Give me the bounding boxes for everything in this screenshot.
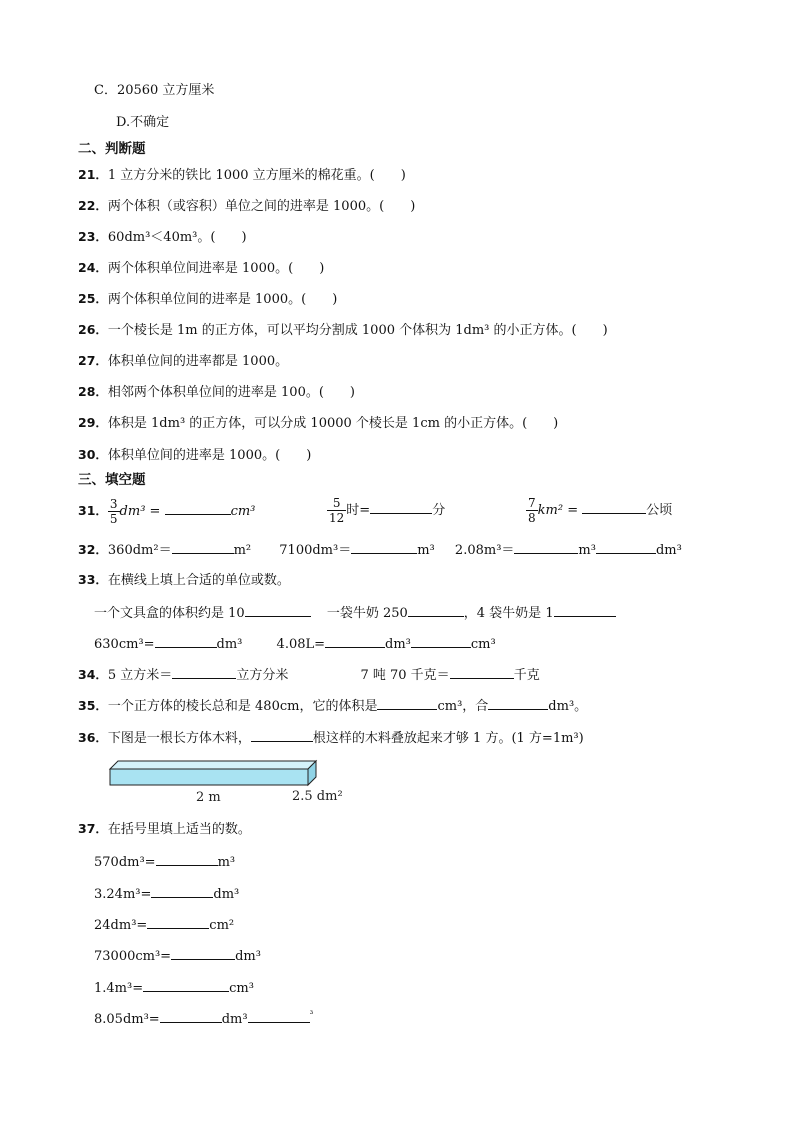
question-number: 21． [78,167,108,182]
answer-blank[interactable] [245,603,311,617]
question-text: 体积单位间的进率是 1000。( ) [107,448,312,463]
answer-blank[interactable] [156,852,218,866]
question-text: 5 立方米＝ [107,668,173,683]
unit-text: ³ [309,1010,314,1020]
question-number: 33． [78,572,108,587]
question-text: 下图是一根长方体木料， [107,731,251,746]
judge-question-21 [78,166,406,185]
question-text: 一个文具盒的体积约是 10 [94,606,245,621]
unit-text: dm³ [235,949,261,964]
answer-blank[interactable] [596,540,656,554]
unit-text: m³ [417,543,435,558]
question-text: 8.05dm³= [94,1012,160,1027]
question-text: 73000cm³= [94,949,172,964]
question-text: 一个棱长是 1m 的正方体，可以平均分割成 1000 个体积为 1dm³ 的小正方体。( ) [107,323,608,338]
question-number: 37． [78,821,108,836]
beam-top-face [110,761,316,769]
answer-blank[interactable] [411,634,471,648]
unit-text: 时= [346,503,371,518]
question-text: 630cm³= [94,637,155,652]
question-36 [78,728,584,748]
judge-question-27 [78,352,288,371]
answer-blank[interactable] [408,603,464,617]
answer-blank[interactable] [554,603,616,617]
judge-question-28 [78,383,355,402]
question-text: 两个体积（或容积）单位之间的进率是 1000。( ) [107,199,416,214]
question-37-item [94,915,234,935]
question-number: 27． [78,353,108,368]
unit-text: dm³ [216,637,243,652]
question-text: 体积是 1dm³ 的正方体，可以分成 10000 个棱长是 1cm 的小正方体。( ) [107,416,559,431]
judge-question-25 [78,290,337,309]
judge-question-30 [78,446,311,465]
answer-blank[interactable] [172,540,234,554]
unit-text: cm² [209,918,235,933]
question-35 [78,696,587,716]
question-number: 22． [78,198,108,213]
section-title-judge: 二、判断题 [78,141,146,157]
question-number: 34． [78,667,108,682]
question-37-item [94,884,239,904]
fraction: $\frac{3}{5}$ [109,497,118,526]
unit-text: m³ [217,855,236,870]
section-title-fill: 三、填空题 [78,472,146,488]
question-text: 1.4m³= [94,981,144,996]
answer-blank[interactable] [172,665,236,679]
unit-text: dm³ [221,1012,248,1027]
question-33-line1 [94,603,616,623]
answer-blank[interactable] [143,978,229,992]
question-text: 60dm³＜40m³。( ) [107,230,247,245]
question-number: 29． [78,415,108,430]
judge-question-26 [78,321,608,340]
question-number: 23． [78,229,108,244]
answer-blank[interactable] [171,946,235,960]
beam-length-label: 2 m [196,790,221,805]
question-text: 一个正方体的棱长总和是 480cm，它的体积是 [107,699,378,714]
fraction: $\frac{7}{8}$ [528,496,536,525]
answer-blank[interactable] [160,1009,222,1023]
question-text: 一袋牛奶 250 [326,606,408,621]
question-text: cm³，合 [437,699,489,714]
option-c: C．20560 立方厘米 [94,83,215,98]
question-number: 30． [78,447,108,462]
question-number: 28． [78,384,108,399]
question-37-item-last [94,1009,313,1029]
question-text: 1 立方分米的铁比 1000 立方厘米的棉花重。( ) [107,168,406,183]
fraction: $\frac{5}{12}$ [329,496,345,525]
answer-blank[interactable] [147,915,209,929]
question-number: 35． [78,698,108,713]
judge-question-23 [78,228,247,247]
question-text: 在横线上填上合适的单位或数。 [107,573,290,588]
question-text: 3.24m³= [94,887,152,902]
answer-blank[interactable] [151,884,213,898]
question-34 [78,665,540,685]
option-d: D.不确定 [116,115,170,130]
unit-text: m² [233,543,252,558]
answer-blank[interactable] [248,1009,310,1023]
beam-area-label: 2.5 dm² [292,789,343,804]
question-33-line2 [94,634,496,654]
question-31-part2 [327,496,445,526]
question-37 [78,820,251,839]
unit-text: cm³ [230,504,256,519]
question-text: 两个体积单位间进率是 1000。( ) [107,261,325,276]
question-text: 在括号里填上适当的数。 [107,822,251,837]
question-text: 570dm³= [94,855,156,870]
question-37-item [94,978,254,998]
wooden-beam-figure [104,759,356,807]
question-text: dm³。 [548,699,588,714]
question-32 [78,540,682,560]
answer-blank[interactable] [251,728,313,742]
question-text: 7100dm³＝ [279,543,352,558]
answer-blank[interactable] [325,634,385,648]
question-33 [78,571,290,590]
unit-text: 立方分米 [236,668,289,683]
answer-blank[interactable] [351,540,417,554]
answer-blank[interactable] [377,696,437,710]
judge-question-29 [78,414,558,433]
unit-text: 公顷 [646,503,673,518]
answer-blank[interactable] [450,665,514,679]
answer-blank[interactable] [582,500,646,514]
question-37-item [94,946,261,966]
question-text: 2.08m³＝ [454,543,515,558]
answer-blank[interactable] [165,501,231,515]
question-text: 根这样的木料叠放起来才够 1 方。(1 方=1m³) [312,731,584,746]
unit-text: cm³ [229,981,254,996]
question-text: 24dm³= [94,918,148,933]
answer-blank[interactable] [155,634,217,648]
question-number: 25． [78,291,108,306]
question-31 [78,496,255,527]
unit-text: dm³ = [119,504,161,519]
unit-text: cm³ [470,637,496,652]
answer-blank[interactable] [370,500,432,514]
question-number: 36． [78,730,108,745]
question-text: 体积单位间的进率都是 1000。 [107,354,289,369]
answer-blank[interactable] [488,696,548,710]
question-number: 32． [78,542,108,557]
judge-question-22 [78,197,415,216]
unit-text: m³ [578,543,596,558]
question-number: 24． [78,260,108,275]
unit-text: 分 [432,503,446,518]
question-text: 相邻两个体积单位间的进率是 100。( ) [107,385,355,400]
unit-text: km² = [537,503,579,518]
question-text: 4.08L= [276,637,326,652]
answer-blank[interactable] [514,540,578,554]
question-number: 31． [78,503,108,518]
question-31-part3 [526,496,672,526]
unit-text: dm³ [213,887,240,902]
unit-text: dm³ [655,543,682,558]
question-text: 两个体积单位间的进率是 1000。( ) [107,292,338,307]
question-text: ，4 袋牛奶是 1 [463,606,554,621]
beam-front-face [110,769,308,785]
question-text: 7 吨 70 千克＝ [360,668,450,683]
question-number: 26． [78,322,108,337]
unit-text: dm³ [385,637,411,652]
unit-text: 千克 [513,668,540,683]
question-text: 360dm²＝ [107,543,172,558]
question-37-item [94,852,235,872]
judge-question-24 [78,259,324,278]
